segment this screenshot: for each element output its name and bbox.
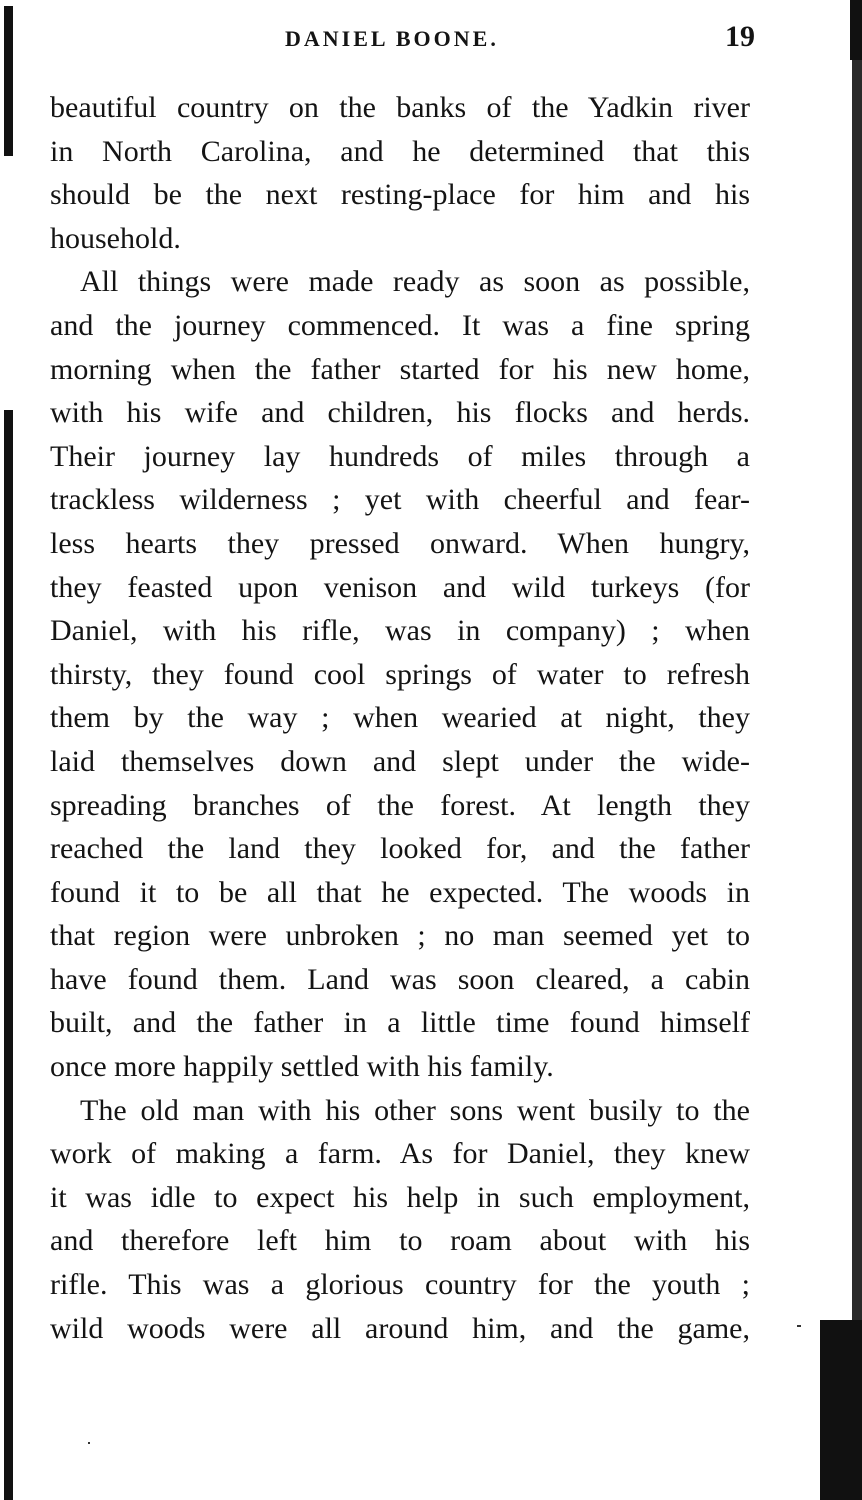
scan-edge-right-bottom [820, 1320, 862, 1500]
text-line: wild woods were all around him, and the game, [50, 1311, 750, 1345]
text-line: work of making a farm. As for Daniel, they knew [50, 1137, 750, 1171]
text-line: that region were unbroken ; no man seemed yet to [50, 919, 750, 953]
text-line: rifle. This was a glorious country for the youth ; [50, 1268, 750, 1302]
body-text [50, 86, 750, 1350]
scan-edge-right [852, 60, 862, 1320]
scan-speck [797, 1325, 801, 1327]
text-line: spreading branches of the forest. At length they [50, 788, 750, 822]
text-line: All things were made ready as soon as possible, [80, 265, 750, 299]
text-line: and therefore left him to roam about with his [50, 1224, 750, 1258]
text-line: with his wife and children, his flocks and herds. [50, 396, 750, 430]
text-line: The old man with his other sons went busily to the [80, 1093, 750, 1127]
text-line: in North Carolina, and he determined that this [50, 134, 750, 168]
text-line: have found them. Land was soon cleared, a cabin [50, 962, 750, 996]
text-line: household. [50, 221, 181, 255]
text-line: beautiful country on the banks of the Yadkin river [50, 91, 750, 124]
text-line: should be the next resting-place for him and his [50, 178, 750, 212]
text-line: thirsty, they found cool springs of water to refresh [50, 657, 750, 691]
text-line: found it to be all that he expected. The woods in [50, 875, 750, 909]
text-line: and the journey commenced. It was a fine spring [50, 308, 750, 342]
text-line: Daniel, with his rifle, was in company) ; when [50, 614, 750, 648]
text-line: reached the land they looked for, and the father [50, 832, 750, 866]
scan-speck [88, 1442, 90, 1444]
scan-edge-right-top [850, 0, 862, 60]
text-line: morning when the father started for his new home, [50, 352, 750, 386]
running-title: DANIEL BOONE. [285, 26, 499, 51]
text-line: laid themselves down and slept under the wide- [50, 744, 750, 778]
text-line: it was idle to expect his help in such employment, [50, 1180, 750, 1214]
scan-edge-left-top [4, 6, 13, 156]
text-line: Their journey lay hundreds of miles through a [50, 439, 750, 473]
text-line: they feasted upon venison and wild turkeys (for [50, 570, 750, 604]
text-line: trackless wilderness ; yet with cheerful and fear- [50, 483, 750, 517]
page-number: 19 [725, 20, 755, 53]
text-line: them by the way ; when wearied at night, they [50, 701, 750, 735]
text-line: less hearts they pressed onward. When hungry, [50, 526, 750, 560]
text-line: once more happily settled with his family. [50, 1050, 554, 1084]
text-line: built, and the father in a little time found himself [50, 1006, 750, 1040]
scan-edge-left [4, 410, 13, 1500]
